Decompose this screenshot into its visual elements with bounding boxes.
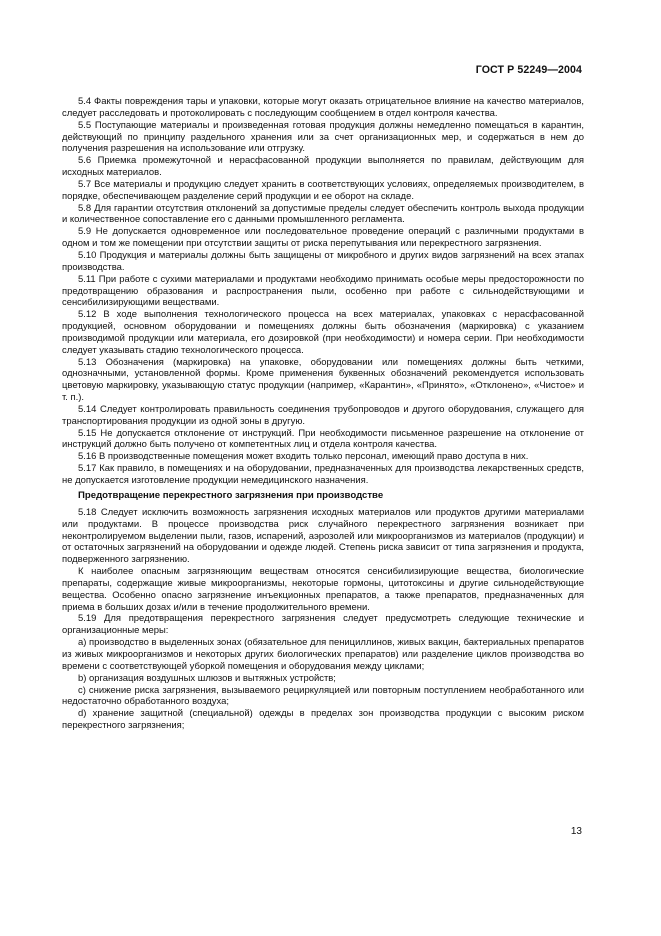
section-heading: Предотвращение перекрестного загрязнения при производстве <box>78 489 384 501</box>
paragraph-5-16: 5.16 В производственные помещения может входить только персонал, имеющий право доступа в них. <box>78 451 529 463</box>
page-number: 13 <box>570 826 582 837</box>
standard-designation: ГОСТ Р 52249—2004 <box>475 64 582 76</box>
list-item-d: d) хранение защитной (специальной) одежды в пределах зон производства продукции с высоким риском перекрестного загрязнения; <box>62 708 584 732</box>
paragraph-5-19: 5.19 Для предотвращения перекрестного загрязнения следует предусмотреть следующие технические и организационные меры: <box>62 613 584 637</box>
paragraph-hazardous-substances: К наиболее опасным загрязняющим веществам относятся сенсибилизирующие вещества, биологические препараты, содержащие живые микроорганизмы, некоторые гормоны, цитотоксины и другие сильнодействующие вещества. Особенно опасно загрязнение инъекционных препаратов, а также препаратов, предназначенных для приема в больших дозах и/или в течение продолжительного времени. <box>62 566 584 613</box>
paragraph-5-7: 5.7 Все материалы и продукцию следует хранить в соответствующих условиях, определяемых производителем, в порядке, обеспечивающем разделение серий продукции и ее оборот на складе. <box>62 178 584 202</box>
paragraph-5-13: 5.13 Обозначения (маркировка) на упаковке, оборудовании или помещениях должны быть четкими, однозначными, установленной формы. Кроме применения буквенных обозначений рекомендуется использовать цветовую маркировку, указывающую статус продукции (например, «Карантин», «Принято», «Отклонено», «Чистое» и т. п.). <box>62 356 584 404</box>
list-item-c: c) снижение риска загрязнения, вызываемого рециркуляцией или повторным поступлением необработанного или недостаточно обработанного воздуха; <box>62 684 584 708</box>
list-item-b: b) организация воздушных шлюзов и вытяжных устройств; <box>78 672 336 684</box>
paragraph-5-15: 5.15 Не допускается отклонение от инструкций. При необходимости письменное разрешение на отклонение от инструкций должно быть получено от компетентных лиц и отдела контроля качества. <box>62 427 584 451</box>
paragraph-5-6: 5.6 Приемка промежуточной и нерасфасованной продукции выполняется по правилам, действующим для исходных материалов. <box>62 155 584 179</box>
paragraph-5-5: 5.5 Поступающие материалы и произведенная готовая продукция должны немедленно помещаться в карантин, действующий по принципу раздельного хранения или за счет организационных мер, и содержаться в нем до получения разрешения на использование или отгрузку. <box>62 119 584 155</box>
paragraph-5-4: 5.4 Факты повреждения тары и упаковки, которые могут оказать отрицательное влияние на качество материалов, следует расследовать и протоколировать с последующим сообщением в отдел контроля качества. <box>62 96 584 119</box>
paragraph-5-14: 5.14 Следует контролировать правильность соединения трубопроводов и другого оборудования, служащего для транспортирования продукции из одной зоны в другую. <box>62 403 584 427</box>
paragraph-5-18: 5.18 Следует исключить возможность загрязнения исходных материалов или продуктов другими материалами или продуктами. В процессе производства риск случайного перекрестного загрязнения возникает при неконтролируемом выделении пыли, газов, испарений, аэрозолей или микроорганизмов из материалов (продукции) и от остаточных загрязнений на оборудовании и одежде людей. Степень риска зависит от типа загрязнения и продукта, подверженного загрязнению. <box>62 506 584 566</box>
document-body <box>62 96 584 732</box>
paragraph-5-11: 5.11 При работе с сухими материалами и продуктами необходимо принимать особые меры предосторожности по предотвращению образования и распространения пыли, особенно при работе с сильнодействующими и сенсибилизирующими веществами. <box>62 273 584 309</box>
paragraph-5-10: 5.10 Продукция и материалы должны быть защищены от микробного и других видов загрязнений на всех этапах производства. <box>62 249 584 273</box>
paragraph-5-8: 5.8 Для гарантии отсутствия отклонений за допустимые пределы следует обеспечить контроль выхода продукции и количественное сопоставление его с данными промышленного регламента. <box>62 202 584 226</box>
paragraph-5-9: 5.9 Не допускается одновременное или последовательное проведение операций с различными продуктами в одном и том же помещении при отсутствии защиты от риска перепутывания или перекрестного загрязнения. <box>62 226 584 250</box>
paragraph-5-12: 5.12 В ходе выполнения технологического процесса на всех материалах, упаковках с нерасфасованной продукцией, основном оборудовании и помещениях должны быть обозначения (маркировка) с указанием производимой продукции или материала, его дозировкой (при необходимости) и номера серии. При необходимости следует указывать стадию технологического процесса. <box>62 309 584 356</box>
list-item-a: a) производство в выделенных зонах (обязательное для пенициллинов, живых вакцин, бактериальных препаратов из живых микроорганизмов и некоторых других биологических препаратов) или разделение циклов производства во времени с соответствующей уборкой помещения и оборудования между циклами; <box>62 637 584 672</box>
paragraph-5-17: 5.17 Как правило, в помещениях и на оборудовании, предназначенных для производства лекарственных средств, не допускается изготовление продукции немедицинского назначения. <box>62 463 584 486</box>
